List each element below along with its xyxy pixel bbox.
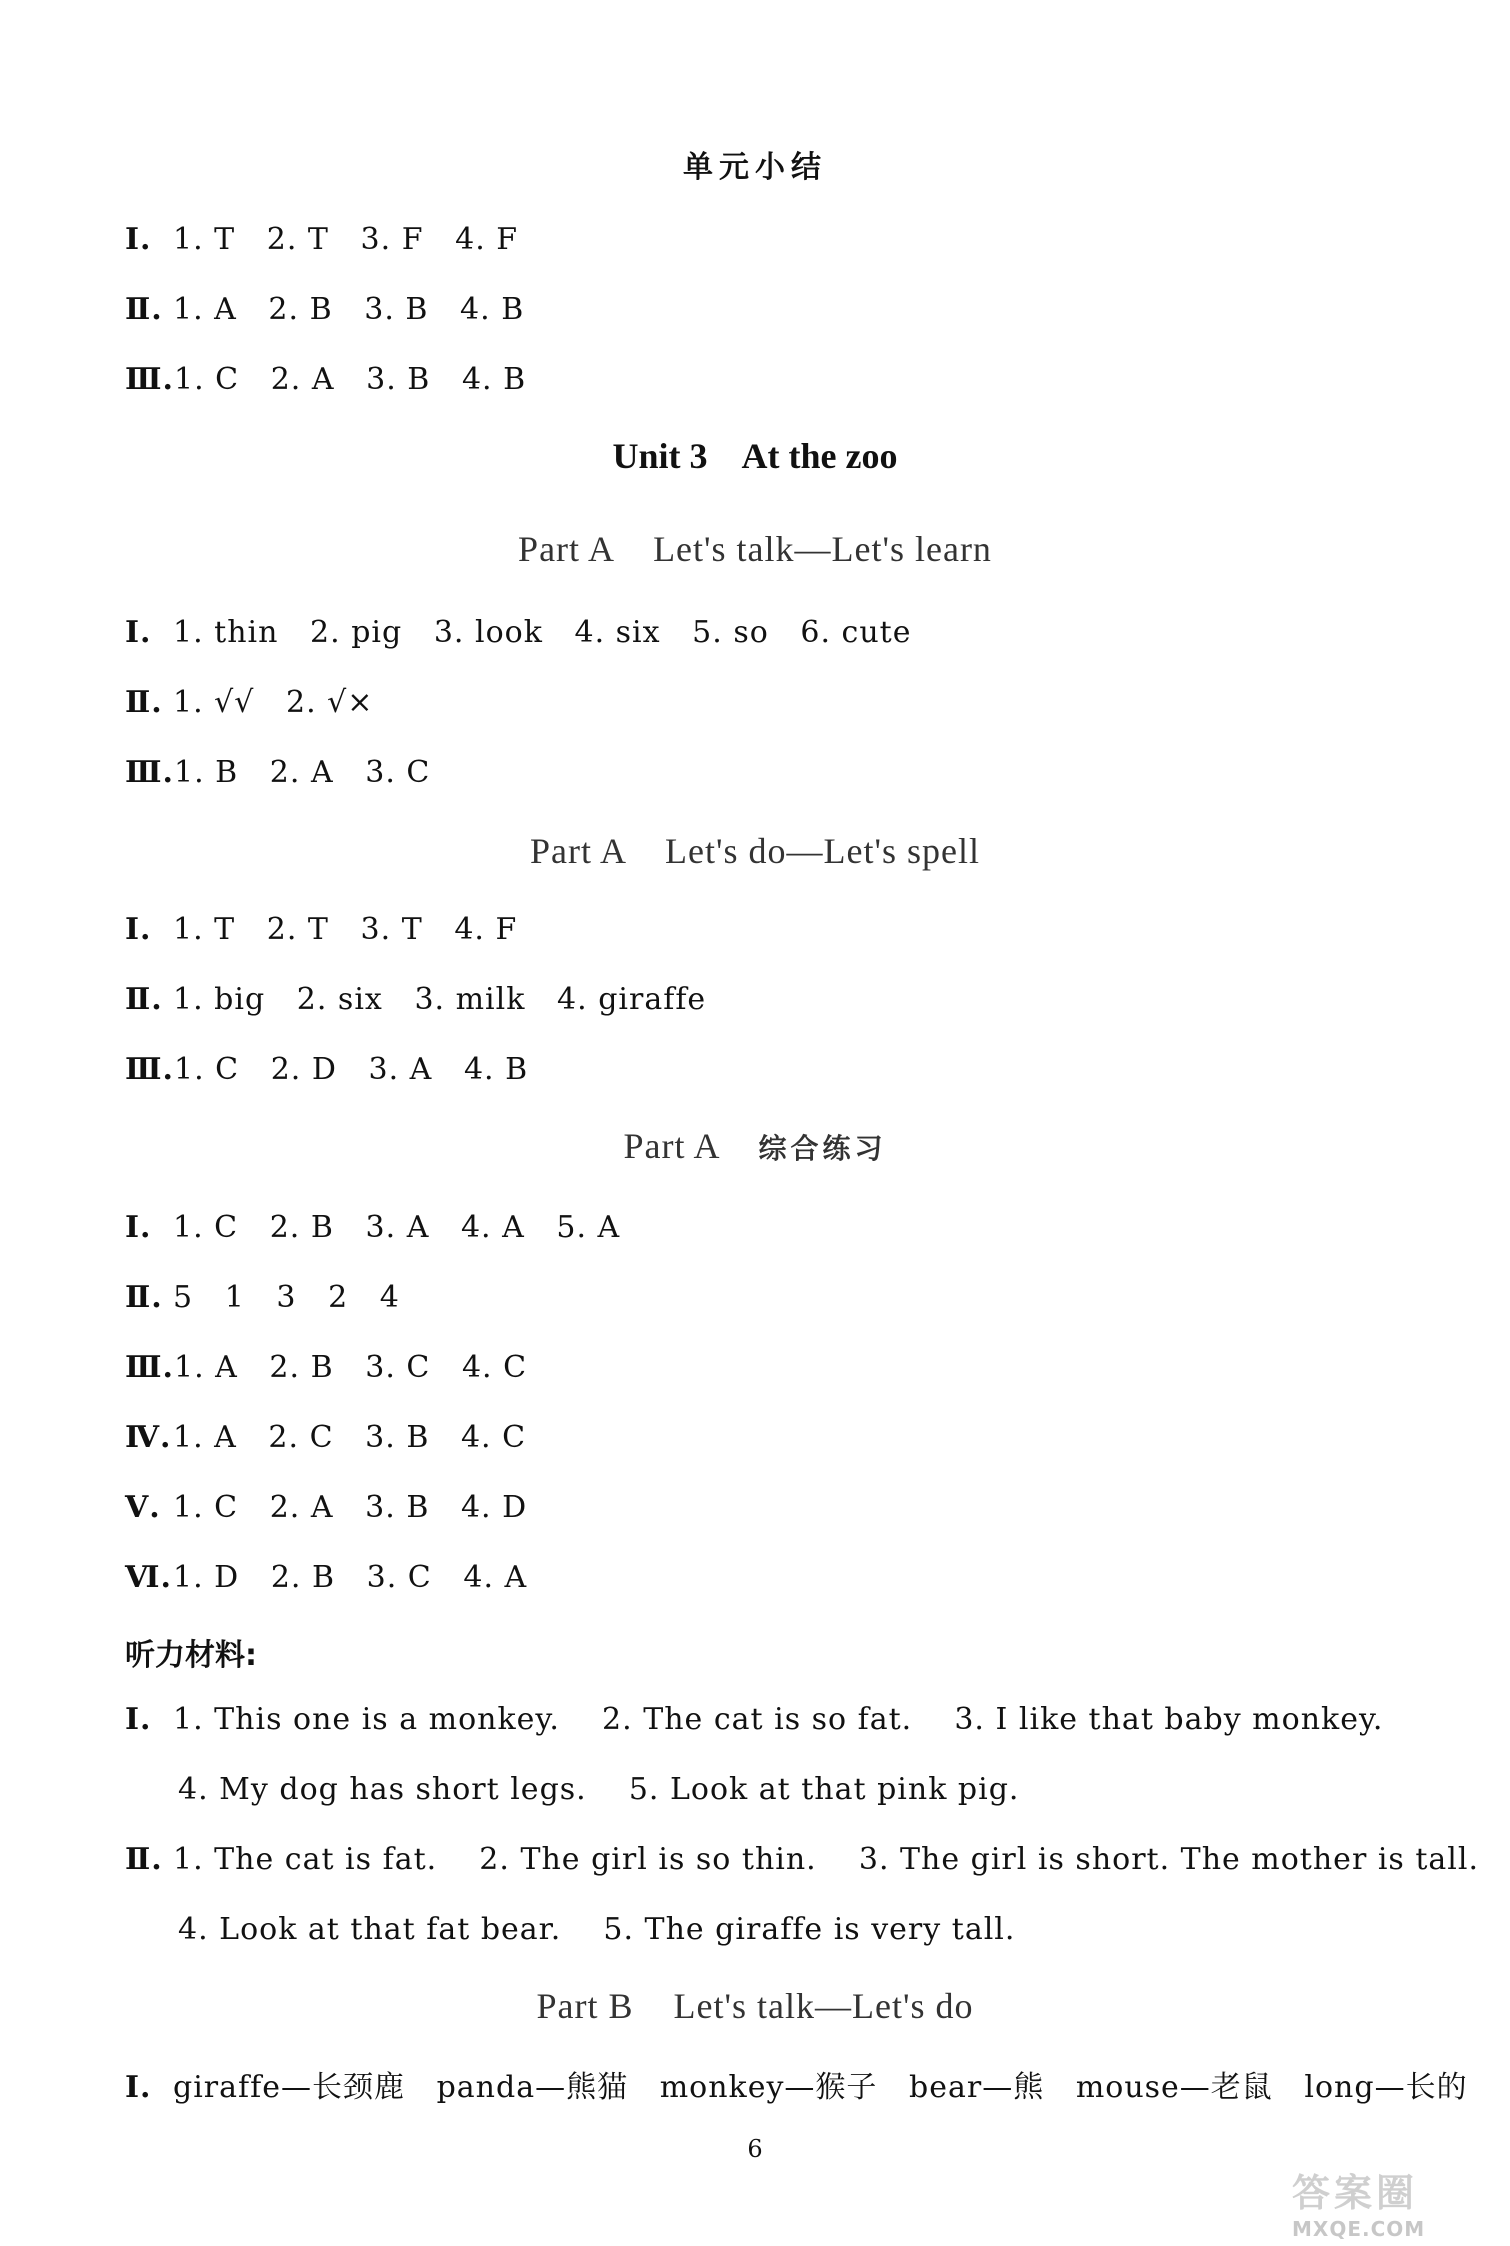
part-a-do-heading: Part A Let's do—Let's spell (530, 831, 980, 871)
part-a-talk-row-1: Ⅰ. 1. thin 2. pig 3. look 4. six 5. so 6. cute (125, 615, 912, 650)
listening-label: 听力材料: (125, 1638, 257, 1673)
part-a-talk-heading: Part A Let's talk—Let's learn (518, 529, 992, 569)
part-a-comp-row-3: Ⅲ.1. A 2. B 3. C 4. C (125, 1350, 528, 1385)
part-a-talk-row-2: Ⅱ. 1. √√ 2. √× (125, 685, 374, 720)
part-a-comp-row-2: Ⅱ. 5 1 3 2 4 (125, 1280, 400, 1315)
part-b-talk-row-1: Ⅰ. giraffe—长颈鹿 panda—熊猫 monkey—猴子 bear—熊 mouse—老鼠 long—长的 (125, 2070, 1468, 2105)
listening-ii-line-2: 4. Look at that fat bear. 5. The giraffe is very tall. (178, 1912, 1016, 1947)
page-number: 6 (747, 2135, 763, 2163)
unit-title: Unit 3 At the zoo (612, 436, 898, 476)
part-a-do-row-3: Ⅲ.1. C 2. D 3. A 4. B (125, 1052, 529, 1087)
watermark-top-text: 答案圈 (1292, 2171, 1419, 2215)
part-b-talk-heading: Part B Let's talk—Let's do (536, 1986, 974, 2026)
summary-heading: 单元小结 (683, 150, 827, 185)
part-a-comp-row-4: Ⅳ.1. A 2. C 3. B 4. C (125, 1420, 527, 1455)
part-a-talk-row-3: Ⅲ.1. B 2. A 3. C (125, 755, 431, 790)
part-a-comp-row-1: Ⅰ. 1. C 2. B 3. A 4. A 5. A (125, 1210, 621, 1245)
part-a-do-row-2: Ⅱ. 1. big 2. six 3. milk 4. giraffe (125, 982, 707, 1017)
summary-row-3: Ⅲ.1. C 2. A 3. B 4. B (125, 362, 527, 397)
part-a-comp-heading: Part A 综合练习 (623, 1126, 887, 1166)
part-a-comp-row-6: Ⅵ.1. D 2. B 3. C 4. A (125, 1560, 528, 1595)
watermark-bottom-text: MXQE.COM (1292, 2217, 1426, 2241)
part-a-do-row-1: Ⅰ. 1. T 2. T 3. T 4. F (125, 912, 518, 947)
summary-row-1: Ⅰ. 1. T 2. T 3. F 4. F (125, 222, 519, 257)
listening-ii-line-1: Ⅱ. 1. The cat is fat. 2. The girl is so thin. 3. The girl is short. The mother is tall. (125, 1842, 1480, 1877)
listening-i-line-2: 4. My dog has short legs. 5. Look at that pink pig. (178, 1772, 1020, 1807)
part-a-comp-row-5: Ⅴ. 1. C 2. A 3. B 4. D (125, 1490, 528, 1525)
summary-row-2: Ⅱ. 1. A 2. B 3. B 4. B (125, 292, 525, 327)
listening-i-line-1: Ⅰ. 1. This one is a monkey. 2. The cat is so fat. 3. I like that baby monkey. (125, 1702, 1384, 1737)
site-watermark-logo (1292, 2162, 1492, 2242)
